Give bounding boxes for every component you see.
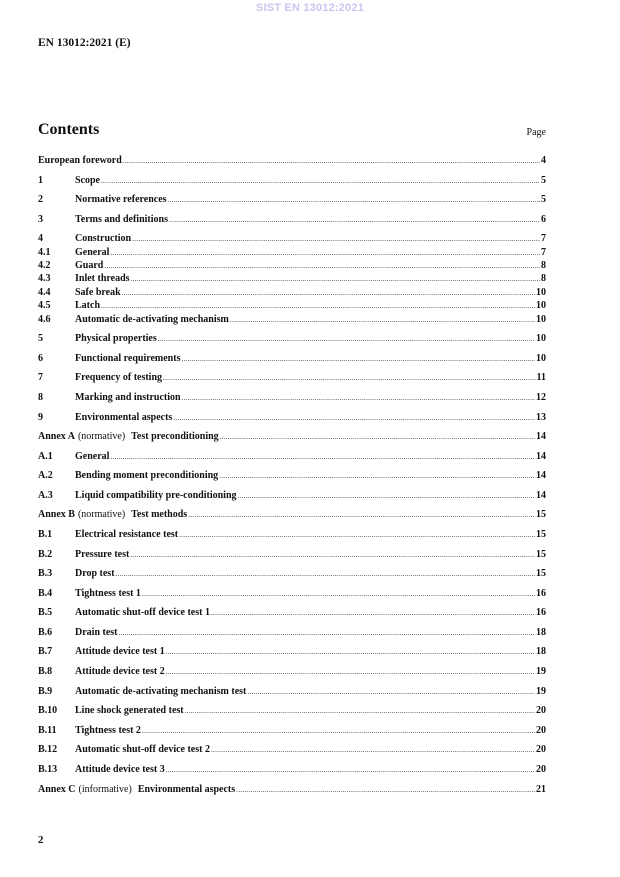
toc-entry-page: 8	[541, 260, 546, 272]
toc-entry[interactable]	[38, 259, 546, 272]
toc-entry-page: 10	[536, 286, 546, 298]
toc-entry-number: Annex A	[38, 431, 75, 443]
dot-leader	[238, 490, 535, 503]
toc-entry-number: B.6	[38, 626, 53, 638]
page-number: 2	[38, 834, 44, 846]
toc-entry[interactable]	[38, 313, 546, 326]
toc-entry[interactable]	[38, 548, 546, 561]
toc-entry[interactable]	[38, 232, 546, 245]
toc-entry[interactable]	[38, 528, 546, 541]
toc-entry-title: Drain test	[75, 626, 118, 638]
toc-entry-number: Annex C	[38, 783, 76, 795]
document-id: EN 13012:2021 (E)	[38, 37, 131, 49]
toc-entry-title: Pressure test	[75, 548, 130, 560]
toc-entry[interactable]	[38, 332, 546, 345]
toc-entry-number: 2	[38, 194, 43, 206]
toc-entry-title: Attitude device test 2	[75, 666, 165, 678]
toc-entry-page: 14	[536, 470, 546, 482]
toc-entry-number: 4	[38, 233, 43, 245]
dot-leader	[211, 744, 535, 757]
toc-entry-number: 4.4	[38, 286, 51, 298]
dot-leader	[173, 412, 535, 425]
toc-entry[interactable]	[38, 193, 546, 206]
toc-entry-title: Normative references	[75, 194, 167, 206]
toc-entry-number: B.9	[38, 685, 53, 697]
toc-entry-number: B.1	[38, 529, 53, 541]
toc-entry-page: 10	[536, 313, 546, 325]
toc-entry-page: 10	[536, 333, 546, 345]
toc-entry-number: B.11	[38, 724, 57, 736]
toc-entry-page: 4	[541, 155, 546, 166]
toc-entry-number: 4.3	[38, 273, 51, 285]
toc-entry[interactable]	[38, 286, 546, 299]
watermark: SIST EN 13012:2021	[255, 2, 365, 14]
dot-leader	[169, 214, 540, 227]
toc-entry[interactable]	[38, 783, 546, 796]
toc-entry-number: Annex B	[38, 509, 75, 521]
toc-entry-number: B.12	[38, 744, 58, 756]
toc-entry-title: Tightness test 1	[75, 587, 141, 599]
toc-entry-title: Automatic shut-off device test 2	[75, 744, 210, 756]
toc-entry-number: 4.6	[38, 313, 51, 325]
toc-entry[interactable]	[38, 272, 546, 285]
toc-entry[interactable]	[38, 704, 546, 717]
toc-entry-title: Drop test	[75, 568, 115, 580]
toc-entry-page: 20	[536, 705, 546, 717]
toc-entry-title: Inlet threads	[75, 273, 130, 285]
toc-entry-title: General	[75, 450, 110, 462]
toc-entry[interactable]	[38, 430, 546, 443]
toc-entry[interactable]	[38, 606, 546, 619]
toc-entry-title: Tightness test 2	[75, 724, 141, 736]
dot-leader	[163, 372, 536, 385]
toc-entry-qualifier: (normative)	[77, 431, 126, 443]
toc-entry-page: 18	[536, 646, 546, 658]
toc-entry[interactable]	[38, 489, 546, 502]
toc-entry-page: 20	[536, 724, 546, 736]
dot-leader	[101, 300, 535, 313]
toc-entry[interactable]	[38, 587, 546, 600]
dot-leader	[131, 273, 540, 286]
toc-entry[interactable]	[38, 299, 546, 312]
toc-entry[interactable]	[38, 174, 546, 187]
toc-entry[interactable]	[38, 508, 546, 521]
dot-leader	[236, 784, 535, 797]
toc-entry-number: 6	[38, 352, 43, 364]
dot-leader	[181, 353, 535, 366]
toc-entry[interactable]	[38, 567, 546, 580]
toc-entry-number: 7	[38, 372, 43, 384]
contents-heading: Contents	[38, 121, 100, 138]
toc-entry-page: 19	[536, 685, 546, 697]
toc-entry[interactable]	[38, 743, 546, 756]
toc-entry-title: Line shock generated test	[75, 705, 184, 717]
toc-entry-qualifier: (informative)	[78, 783, 132, 795]
toc-entry-page: 10	[536, 300, 546, 312]
toc-entry[interactable]	[38, 685, 546, 698]
toc-entry-title: Electrical resistance test	[75, 529, 179, 541]
dot-leader	[110, 247, 540, 260]
toc-entry-title: Environmental aspects	[75, 411, 173, 423]
toc-entry[interactable]	[38, 450, 546, 463]
dot-leader	[168, 194, 540, 207]
toc-entry-number: 4.2	[38, 260, 51, 272]
dot-leader	[166, 666, 535, 679]
toc-entry-number: B.4	[38, 587, 53, 599]
toc-entry-title: Automatic shut-off device test 1	[75, 607, 210, 619]
toc-entry-title: Bending moment preconditioning	[75, 470, 219, 482]
dot-leader	[247, 686, 535, 699]
toc-entry-page: 16	[536, 587, 546, 599]
toc-entry-page: 15	[536, 509, 546, 521]
toc-entry-page: 21	[536, 783, 546, 795]
dot-leader	[185, 705, 535, 718]
toc-entry-title: Environmental aspects	[137, 783, 236, 795]
dot-leader	[179, 529, 535, 542]
toc-entry-title: Liquid compatibility pre-conditioning	[75, 489, 237, 501]
toc-entry-number: B.3	[38, 568, 53, 580]
toc-entry-number: B.2	[38, 548, 53, 560]
toc-entry-title: Frequency of testing	[75, 372, 163, 384]
toc-entry[interactable]	[38, 645, 546, 658]
dot-leader	[166, 646, 535, 659]
toc-entry-page: 15	[536, 529, 546, 541]
dot-leader	[119, 627, 536, 640]
dot-leader	[122, 287, 535, 300]
toc-entry[interactable]	[38, 154, 546, 167]
toc-entry-page: 15	[536, 548, 546, 560]
toc-entry-title: Automatic de-activating mechanism test	[75, 685, 247, 697]
toc-entry-number: 9	[38, 411, 43, 423]
toc-entry-title: Attitude device test 3	[75, 763, 165, 775]
dot-leader	[130, 549, 535, 562]
toc-entry-title: Functional requirements	[75, 352, 181, 364]
toc-entry-page: 11	[536, 372, 546, 384]
toc-entry-page: 19	[536, 666, 546, 678]
toc-entry-number: 4.5	[38, 300, 51, 312]
toc-entry-title: Scope	[75, 174, 100, 186]
toc-entry-number: 3	[38, 213, 43, 225]
toc-entry-title: Construction	[75, 233, 132, 245]
dot-leader	[123, 155, 540, 168]
toc-entry-number: B.5	[38, 607, 53, 619]
toc-entry-number: A.2	[38, 470, 53, 482]
toc-entry-number: A.3	[38, 489, 53, 501]
toc-entry-page: 14	[536, 431, 546, 443]
toc-entry-page: 7	[541, 233, 546, 245]
toc-entry[interactable]	[38, 391, 546, 404]
toc-entry-page: 18	[536, 626, 546, 638]
page-column-label: Page	[526, 127, 546, 138]
toc-entry[interactable]	[38, 763, 546, 776]
toc-entry-title: Automatic de-activating mechanism	[75, 313, 229, 325]
toc-entry-page: 20	[536, 744, 546, 756]
toc-entry-title: Guard	[75, 260, 104, 272]
dot-leader	[110, 451, 535, 464]
toc-entry-number: 4.1	[38, 246, 51, 258]
dot-leader	[116, 568, 535, 581]
dot-leader	[132, 233, 540, 246]
toc-entry-title: European foreword	[38, 155, 122, 166]
dot-leader	[158, 333, 535, 346]
toc-entry-page: 5	[541, 174, 546, 186]
toc-entry-number: B.13	[38, 763, 58, 775]
toc-entry-page: 14	[536, 489, 546, 501]
toc-entry-title: Terms and definitions	[75, 213, 168, 225]
toc-entry-number: B.8	[38, 666, 53, 678]
toc-entry-page: 12	[536, 391, 546, 403]
toc-entry-title: Test methods	[131, 509, 188, 521]
toc-entry-page: 5	[541, 194, 546, 206]
toc-entry-page: 20	[536, 763, 546, 775]
toc-entry-number: 5	[38, 333, 43, 345]
toc-entry-number: B.7	[38, 646, 53, 658]
toc-entry[interactable]	[38, 371, 546, 384]
toc-entry-title: Safe break	[75, 286, 121, 298]
toc-entry-title: Latch	[75, 300, 100, 312]
toc-entry[interactable]	[38, 411, 546, 424]
dot-leader	[188, 509, 535, 522]
toc-entry-page: 15	[536, 568, 546, 580]
toc-entry-title: Attitude device test 1	[75, 646, 165, 658]
dot-leader	[220, 431, 535, 444]
dot-leader	[104, 260, 540, 273]
toc-entry[interactable]	[38, 246, 546, 259]
toc-entry[interactable]	[38, 626, 546, 639]
table-of-contents	[38, 148, 546, 796]
toc-entry[interactable]	[38, 665, 546, 678]
dot-leader	[166, 764, 535, 777]
toc-entry[interactable]	[38, 469, 546, 482]
toc-entry[interactable]	[38, 724, 546, 737]
toc-entry-page: 14	[536, 450, 546, 462]
toc-entry-number: A.1	[38, 450, 53, 462]
toc-entry-page: 10	[536, 352, 546, 364]
toc-entry-title: General	[75, 246, 110, 258]
dot-leader	[230, 314, 535, 327]
toc-entry-title: Test preconditioning	[131, 431, 219, 443]
toc-entry-number: 8	[38, 391, 43, 403]
toc-entry-title: Physical properties	[75, 333, 157, 345]
toc-entry-title: Marking and instruction	[75, 391, 181, 403]
dot-leader	[182, 392, 535, 405]
toc-entry-number: 1	[38, 174, 43, 186]
toc-entry[interactable]	[38, 213, 546, 226]
dot-leader	[219, 470, 535, 483]
toc-entry-qualifier: (normative)	[77, 509, 126, 521]
toc-entry-page: 16	[536, 607, 546, 619]
toc-entry-page: 13	[536, 411, 546, 423]
dot-leader	[101, 175, 540, 188]
dot-leader	[211, 607, 535, 620]
toc-entry[interactable]	[38, 352, 546, 365]
dot-leader	[142, 725, 535, 738]
toc-entry-number: B.10	[38, 705, 58, 717]
toc-entry-page: 6	[541, 213, 546, 225]
toc-entry-page: 8	[541, 273, 546, 285]
dot-leader	[142, 588, 535, 601]
toc-entry-page: 7	[541, 246, 546, 258]
